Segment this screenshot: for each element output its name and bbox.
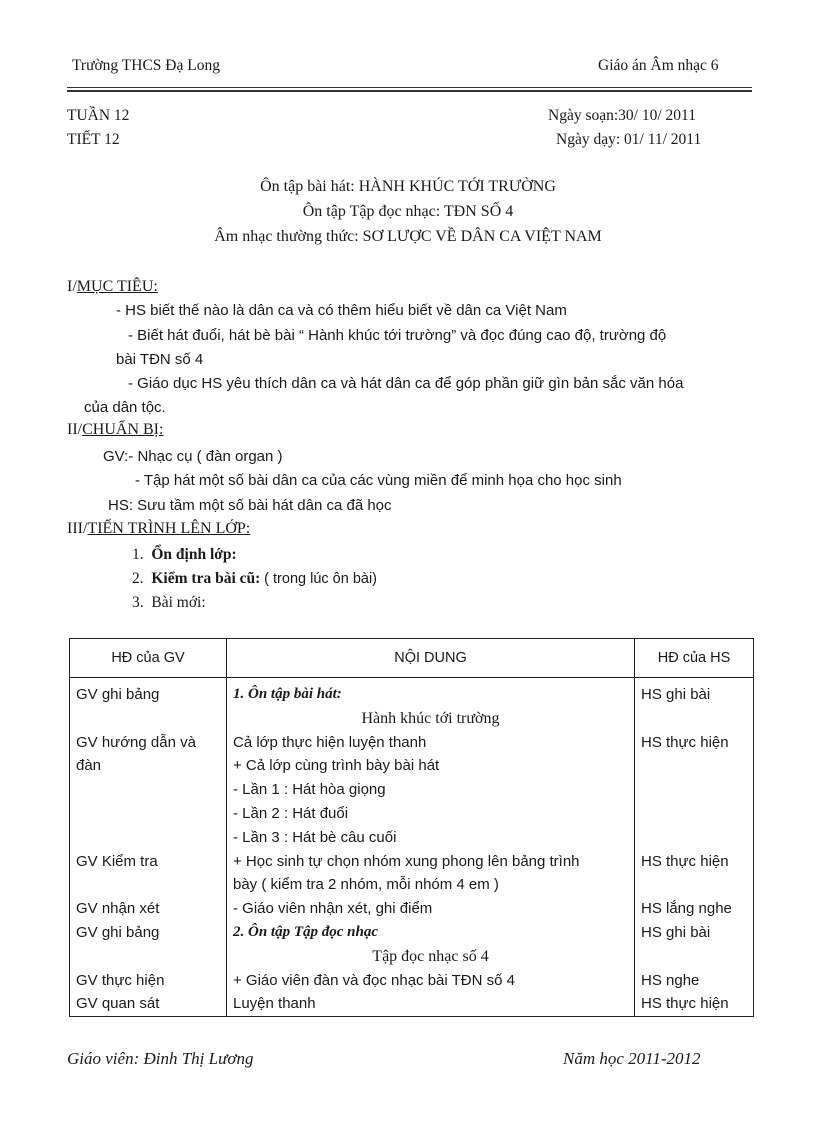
- process-title: TIẾN TRÌNH LÊN LỚP:: [87, 520, 251, 537]
- objectives-title: MỤC TIÊU:: [76, 278, 158, 295]
- hs-cell-spacer: [641, 873, 747, 897]
- preparation-heading: [67, 421, 163, 439]
- hs-cell: HS ghi bài: [641, 686, 711, 703]
- col-header-content: NỘI DUNG: [227, 639, 635, 678]
- gv-cell-spacer: [76, 778, 220, 802]
- gv-cell: GV nhận xét: [76, 900, 160, 918]
- gv-cell: GV Kiểm tra: [76, 852, 158, 870]
- step-number: 2.: [132, 570, 144, 587]
- content-column: [227, 678, 635, 1017]
- school-year: Năm học 2011-2012: [563, 1049, 701, 1068]
- title-song: [0, 178, 816, 196]
- title-reading-value: TĐN SỐ 4: [443, 203, 514, 220]
- objectives-prefix: I/: [67, 278, 77, 295]
- content-heading: [233, 921, 628, 945]
- title-reading-label: Ôn tập Tập đọc nhạc:: [302, 203, 441, 220]
- preparation-item: GV:- Nhạc cụ ( đàn organ ): [103, 448, 283, 465]
- step-label: Kiểm tra bài cũ:: [151, 570, 261, 587]
- content-line: - Lần 2 : Hát đuổi: [233, 804, 349, 822]
- title-theory-label: Âm nhạc thường thức:: [214, 228, 359, 245]
- step-label: Ổn định lớp:: [151, 546, 237, 563]
- gv-cell: GV quan sát: [76, 995, 160, 1013]
- lesson-table: [69, 638, 754, 1017]
- content-heading-text: 2. Ôn tập Tập đọc nhạc: [233, 923, 379, 940]
- hs-cell-spacer: [641, 945, 747, 969]
- step-number: 3.: [132, 594, 144, 611]
- title-theory: [0, 228, 816, 246]
- title-song-label: Ôn tập bài hát:: [260, 178, 355, 195]
- teacher-name: Giáo viên: Đinh Thị Lương: [67, 1049, 254, 1068]
- step-number: 1.: [132, 546, 144, 563]
- content-line: bày ( kiểm tra 2 nhóm, mỗi nhóm 4 em ): [233, 876, 499, 894]
- hs-cell: HS thực hiện: [641, 852, 729, 870]
- step-label: Bài mới:: [151, 594, 206, 611]
- content-line: + Cả lớp cùng trình bày bài hát: [233, 757, 440, 775]
- objective-item: bài TĐN số 4: [116, 351, 204, 368]
- content-heading: [233, 683, 628, 707]
- hs-cell: HS thực hiện: [641, 733, 729, 751]
- header-rule-thick: [67, 90, 752, 92]
- hs-cell-spacer: [641, 707, 747, 731]
- content-line: Cả lớp thực hiện luyện thanh: [233, 733, 427, 751]
- gv-cell: đàn: [76, 757, 102, 775]
- gv-cell-spacer: [76, 802, 220, 826]
- title-theory-value: SƠ LƯỢC VỀ DÂN CA VIỆT NAM: [362, 228, 602, 245]
- hs-cell-spacer: [641, 802, 747, 826]
- hs-cell-spacer: [641, 778, 747, 802]
- col-header-hs: HĐ của HS: [635, 639, 754, 678]
- period-label: TIẾT 12: [67, 131, 120, 148]
- title-reading: [0, 203, 816, 221]
- content-line: - Lần 3 : Hát bè câu cuối: [233, 828, 397, 846]
- step-note: ( trong lúc ôn bài): [264, 571, 378, 587]
- gv-cell-spacer: [76, 826, 220, 850]
- hs-cell-spacer: [641, 754, 747, 778]
- preparation-title: CHUẨN BỊ:: [82, 421, 164, 438]
- gv-cell-spacer: [76, 873, 220, 897]
- prepared-date: Ngày soạn:30/ 10/ 2011: [548, 107, 696, 124]
- content-heading-text: 1. Ôn tập bài hát:: [233, 686, 342, 702]
- content-line: + Học sinh tự chọn nhóm xung phong lên bảng trình: [233, 852, 580, 870]
- preparation-prefix: II/: [67, 421, 83, 438]
- hs-cell: HS ghi bài: [641, 923, 711, 941]
- table-header-row: [70, 639, 754, 678]
- content-center-title: Hành khúc tới trường: [361, 709, 500, 727]
- gv-column: [70, 678, 227, 1017]
- content-line: Luyện thanh: [233, 995, 316, 1013]
- objective-item: - HS biết thế nào là dân ca và có thêm hiểu biết về dân ca Việt Nam: [116, 302, 567, 319]
- subject-name: Giáo án Âm nhạc 6: [598, 57, 719, 74]
- taught-date: Ngày dạy: 01/ 11/ 2011: [556, 131, 702, 148]
- table-body-row: [70, 678, 754, 1017]
- gv-cell: GV ghi bảng: [76, 923, 160, 941]
- header-rule-thin: [67, 87, 752, 88]
- col-header-gv: HĐ của GV: [70, 639, 227, 678]
- preparation-item: - Tập hát một số bài dân ca của các vùng miền để minh họa cho học sinh: [135, 472, 622, 489]
- hs-column: [635, 678, 754, 1017]
- preparation-item: HS: Sưu tầm một số bài hát dân ca đã học: [108, 497, 392, 514]
- week-label: TUẦN 12: [67, 107, 130, 124]
- content-line: + Giáo viên đàn và đọc nhạc bài TĐN số 4: [233, 971, 515, 989]
- gv-cell-spacer: [76, 707, 220, 731]
- hs-cell: HS lắng nghe: [641, 900, 732, 918]
- objectives-heading: [67, 278, 158, 296]
- process-step: [132, 570, 377, 588]
- content-line: - Giáo viên nhận xét, ghi điểm: [233, 900, 433, 918]
- gv-cell: GV ghi bảng: [76, 686, 160, 703]
- process-heading: [67, 520, 250, 538]
- process-step: [132, 594, 206, 612]
- hs-cell: HS nghe: [641, 971, 700, 989]
- hs-cell: HS thực hiện: [641, 995, 729, 1013]
- content-line: - Lần 1 : Hát hòa giọng: [233, 781, 386, 799]
- hs-cell-spacer: [641, 826, 747, 850]
- objective-item: - Biết hát đuổi, hát bè bài “ Hành khúc tới trường” và đọc đúng cao độ, trường độ: [128, 327, 667, 344]
- objective-item: - Giáo dục HS yêu thích dân ca và hát dân ca để góp phần giữ gìn bản sắc văn hóa: [128, 375, 684, 392]
- gv-cell: GV hướng dẫn và: [76, 733, 196, 751]
- process-step: [132, 546, 237, 564]
- title-song-value: HÀNH KHÚC TỚI TRƯỜNG: [358, 178, 556, 195]
- content-center-title: Tập đọc nhạc số 4: [372, 947, 489, 965]
- gv-cell-spacer: [76, 945, 220, 969]
- objective-item: của dân tộc.: [84, 399, 166, 416]
- gv-cell: GV thực hiện: [76, 971, 165, 989]
- process-prefix: III/: [67, 520, 88, 537]
- school-name: Trường THCS Đạ Long: [72, 57, 220, 74]
